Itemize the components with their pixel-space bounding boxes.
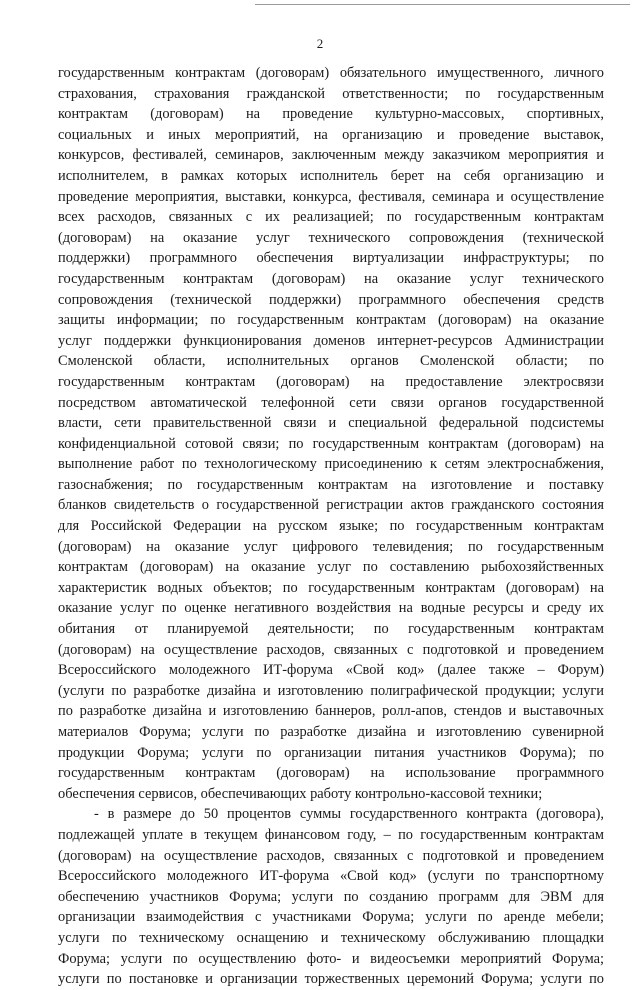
text-line: всех расходов, связанных с их реализацией; по государственным контрактам [58,209,604,226]
text-line: посредством автоматической телефонной сети связи органов государственной [58,394,604,411]
text-line: Смоленской области, исполнительных органов Смоленской области; по [58,353,604,370]
text-line: материалов Форума; услуги по разработке дизайна и изготовлению сувенирной [58,724,604,740]
text-line: бланков свидетельств о государственной регистрации актов гражданского состояния [58,497,604,514]
text-line: государственным контрактам (договорам) на оказание услуг технического [58,270,604,287]
text-line: государственным контрактам (договорам) обязательного имущественного, личного [58,65,604,81]
text-line: подлежащей уплате в текущем финансовом году, – по государственным контрактам [58,826,604,843]
text-line: услуг поддержки функционирования доменов интернет-ресурсов Администрации [58,332,604,349]
text-line: для Российской Федерации на русском языке; по государственным контрактам [58,518,604,535]
text-line: социальных и иных мероприятий, на организацию и проведение выставок, [58,126,604,143]
text-line: Всероссийского молодежного ИТ-форума «Свой код» (услуги по транспортному [58,868,604,885]
text-line: защиты информации; по государственным контрактам (договорам) на оказание [58,312,604,329]
text-line: поддержки) программного обеспечения виртуализации инфраструктуры; по [58,250,604,267]
text-line: по разработке дизайна и изготовлению баннеров, ролл-апов, стендов и выставочных [58,703,604,720]
text-line: услуги по постановке и организации торжественных церемоний Форума; услуги по [58,971,604,988]
text-line: контрактам (договорам) на оказание услуг по составлению рыбохозяйственных [58,559,604,576]
text-line: власти, сети правительственной связи и специальной федеральной подсистемы [58,415,604,432]
text-line: продукции Форума; услуги по организации питания участников Форума); по [58,744,604,761]
text-line: Форума; услуги по осуществлению фото- и видеосъемки мероприятий Форума; [58,950,604,967]
text-line: (договорам) на осуществление расходов, связанных с подготовкой и проведением [58,641,604,658]
text-line: услуги по техническому оснащению и техническому обслуживанию площадки [58,929,604,946]
text-line: страхования, страхования гражданской ответственности; по государственным [58,85,604,102]
text-line: государственным контрактам (договорам) на использование программного [58,765,604,782]
text-line: обеспечению участников Форума; услуги по созданию программ для ЭВМ для [58,888,604,905]
text-line: Всероссийского молодежного ИТ-форума «Свой код» (далее также – Форум) [58,662,604,679]
text-line: газоснабжения; по государственным контрактам на изготовление и поставку [58,476,604,493]
text-line: государственным контрактам (договорам) на предоставление электросвязи [58,373,604,390]
page-number: 2 [316,36,324,51]
text-line: обеспечения сервисов, обеспечивающих работу контрольно-кассовой техники; [58,785,543,802]
text-line: исполнителем, в рамках которых исполнитель берет на себя организацию и [58,167,604,184]
text-line: (договорам) на оказание услуг технического сопровождения (технической [58,229,604,246]
text-line: сопровождения (технической поддержки) программного обеспечения средств [58,291,604,308]
body-text [58,63,604,990]
text-line: характеристик водных объектов; по государственным контрактам (договорам) на [58,579,604,596]
text-line: - в размере до 50 процентов суммы государственного контракта (договора), [94,806,604,823]
text-line: конфиденциальной сотовой связи; по государственным контрактам (договорам) на [58,435,604,452]
text-line: (договорам) на оказание услуг цифрового телевидения; по государственным [58,538,604,555]
text-line: организации взаимодействия с участниками Форума; услуги по аренде мебели; [58,909,604,926]
text-line: обитания от планируемой деятельности; по государственным контрактам [58,621,604,638]
text-line: (договорам) на осуществление расходов, связанных с подготовкой и проведением [58,847,604,864]
text-line: проведение мероприятия, выставки, конкурса, фестиваля, семинара и осуществление [58,188,604,205]
text-line: оказание услуг по оценке негативного воздействия на водные ресурсы и среду их [58,600,604,617]
scan-edge-line [255,4,630,5]
text-line: выполнение работ по технологическому присоединению к сетям электроснабжения, [58,456,604,473]
text-line: контрактам (договорам) на проведение культурно-массовых, спортивных, [58,106,604,123]
text-line: (услуги по разработке дизайна и изготовлению полиграфической продукции; услуги [58,682,604,699]
text-line: конкурсов, фестивалей, семинаров, заключенным между заказчиком мероприятия и [58,147,604,164]
